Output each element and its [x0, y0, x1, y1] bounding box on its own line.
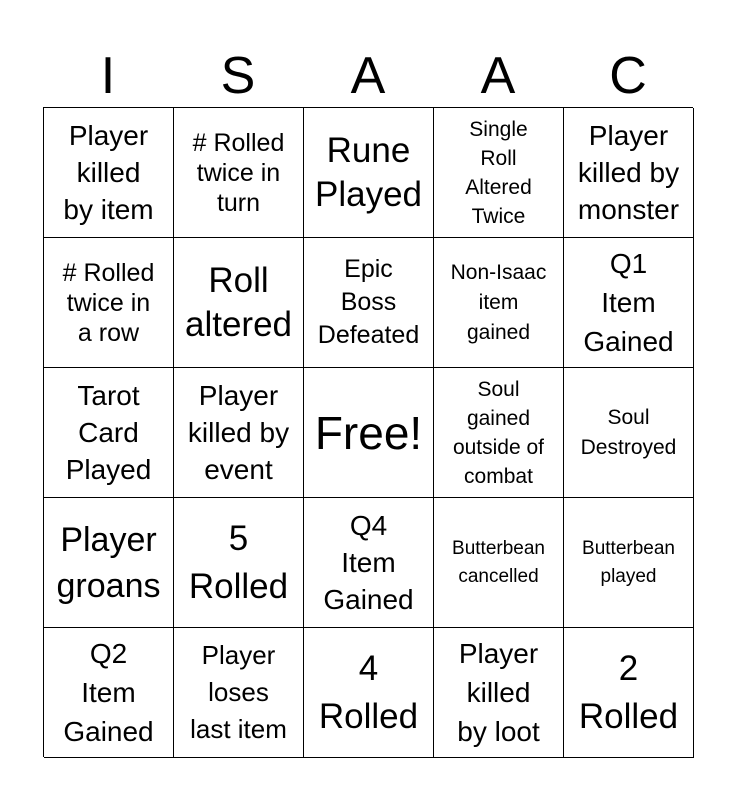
bingo-cell[interactable] [304, 628, 434, 758]
cell-label: Player killed by item [63, 120, 154, 225]
cell-label: Butterbean played [582, 537, 675, 587]
bingo-cell[interactable] [434, 238, 564, 368]
cell-label: 4 Rolled [318, 648, 419, 736]
cell-label: Soul gained outside of combat [452, 377, 545, 488]
header-letter-2: S [220, 47, 256, 105]
cell-label: Epic Boss Defeated [317, 255, 420, 349]
bingo-cell[interactable] [44, 628, 174, 758]
bingo-cell[interactable] [564, 368, 694, 498]
cell-label: 5 Rolled [188, 518, 289, 606]
bingo-cell[interactable] [434, 628, 564, 758]
cell-label: # Rolled twice in a row [62, 258, 155, 347]
bingo-cell free-space[interactable] [304, 368, 434, 498]
bingo-cell[interactable] [44, 108, 174, 238]
bingo-cell[interactable] [564, 498, 694, 628]
bingo-grid [43, 107, 693, 757]
bingo-cell[interactable] [304, 108, 434, 238]
bingo-cell[interactable] [304, 498, 434, 628]
bingo-cell[interactable] [44, 238, 174, 368]
cell-label: Roll altered [184, 260, 293, 344]
bingo-cell[interactable] [174, 628, 304, 758]
bingo-cell[interactable] [174, 368, 304, 498]
header-letter-5: C [609, 47, 647, 105]
bingo-cell[interactable] [564, 238, 694, 368]
cell-label: Single Roll Altered Twice [465, 117, 532, 228]
bingo-cell[interactable] [434, 368, 564, 498]
cell-label: Player groans [56, 520, 161, 605]
cell-label: Player killed by loot [457, 638, 540, 747]
cell-label: Non-Isaac item gained [450, 260, 547, 344]
bingo-cell[interactable] [174, 238, 304, 368]
header-letter-3: A [350, 47, 386, 105]
bingo-cell[interactable] [434, 498, 564, 628]
bingo-cell[interactable] [304, 238, 434, 368]
header-letter-1: I [100, 47, 116, 105]
cell-label: Tarot Card Played [65, 380, 152, 485]
cell-label: Player killed by event [187, 380, 290, 485]
bingo-cell[interactable] [564, 108, 694, 238]
free-space-label: Free! [314, 406, 423, 459]
bingo-header [43, 44, 693, 108]
cell-label: Q2 Item Gained [63, 638, 154, 747]
cell-label: Player loses last item [190, 640, 287, 744]
cell-label: Q4 Item Gained [323, 510, 414, 615]
cell-label: Rune Played [314, 130, 423, 214]
cell-label: Player killed by monster [577, 120, 680, 225]
cell-label: # Rolled twice in turn [192, 128, 285, 217]
header-letter-4: A [480, 47, 516, 105]
cell-label: Q1 Item Gained [583, 248, 674, 357]
bingo-cell[interactable] [44, 498, 174, 628]
bingo-cell[interactable] [564, 628, 694, 758]
cell-label: Soul Destroyed [580, 405, 677, 459]
bingo-cell[interactable] [174, 498, 304, 628]
cell-label: Butterbean cancelled [452, 537, 545, 587]
cell-label: 2 Rolled [578, 648, 679, 736]
bingo-cell[interactable] [174, 108, 304, 238]
bingo-cell[interactable] [434, 108, 564, 238]
bingo-cell[interactable] [44, 368, 174, 498]
